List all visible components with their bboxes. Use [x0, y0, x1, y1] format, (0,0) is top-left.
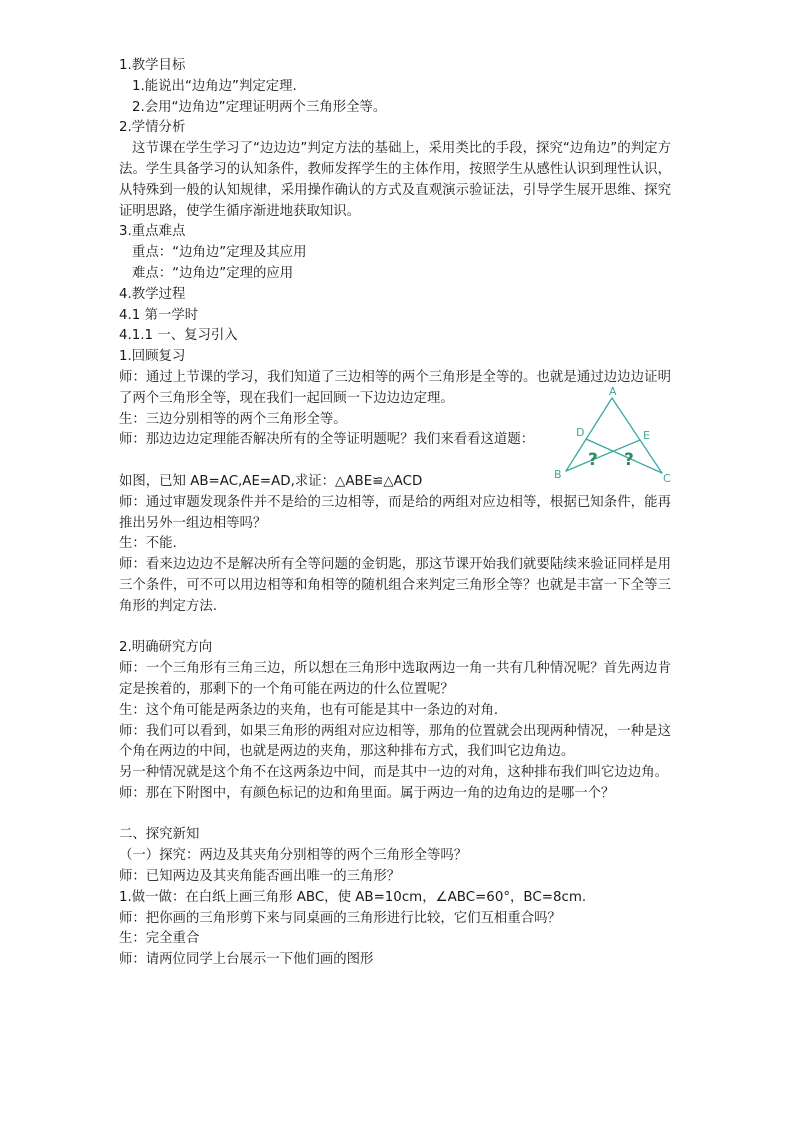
subsection-heading: 4.1.1 一、复习引入	[119, 328, 238, 344]
dialogue-line: 师：通过审题发现条件并不是给的三边相等，而是给的两组对应边相等，根据已知条件，能再推出另外一组边相等吗？	[119, 494, 671, 531]
triangle-figure	[553, 383, 675, 486]
label-c: C	[663, 472, 671, 485]
section-heading-objectives: 1.教学目标	[119, 58, 186, 73]
label-e: E	[643, 429, 650, 442]
section-heading-analysis: 2.学情分析	[119, 120, 186, 136]
dialogue-line: 师：已知两边及其夹角能否画出唯一的三角形？	[119, 869, 401, 885]
label-a: A	[609, 385, 617, 398]
dialogue-line: 师：把你画的三角形剪下来与同桌画的三角形进行比较，它们互相重合吗？	[119, 910, 561, 926]
objective-item: 1.能说出“边角边”判定定理.	[132, 78, 297, 94]
document-body	[119, 56, 671, 971]
dialogue-line: 生：这个角可能是两条边的夹角，也有可能是其中一条边的对角.	[119, 702, 499, 718]
dialogue-line: 师：那边边边定理能否解决所有的全等证明题呢？我们来看看这道题：	[119, 432, 535, 448]
section-heading-key-points: 3.重点难点	[119, 224, 186, 240]
dialogue-line: 师：我们可以看到，如果三角形的两组对应边相等，那角的位置就会出现两种情况，一种是这个角在两边的中间，也就是两边的夹角，那这种排布方式，我们叫它边角边。	[119, 723, 671, 760]
difficult-point: 难点：“边角边”定理的应用	[132, 265, 294, 281]
dialogue-line: 生：完全重合	[119, 931, 200, 947]
problem-statement: 如图，已知 AB=AC,AE=AD,求证：△ABE≌△ACD	[119, 473, 423, 489]
section-heading-explore: 二、探究新知	[119, 827, 200, 843]
dialogue-line: 生：不能.	[119, 536, 177, 552]
dialogue-line: 师：通过上节课的学习，我们知道了三边相等的两个三角形是全等的。也就是通过边边边证明了两个三角形全等，现在我们一起回顾一下边边边定理。	[119, 369, 671, 406]
dialogue-line: 师：那在下附图中，有颜色标记的边和角里面。属于两边一角的边角边的是哪一个？	[119, 785, 615, 801]
objective-item: 2.会用“边角边”定理证明两个三角形全等。	[132, 99, 387, 115]
activity-task: 1.做一做：在白纸上画三角形 ABC，使 AB=10cm，∠ABC=60°，BC=8cm.	[119, 889, 587, 905]
subsection-heading: 4.1 第一学时	[119, 307, 199, 323]
dialogue-line: 生：三边分别相等的两个三角形全等。	[119, 411, 347, 427]
label-b: B	[554, 468, 562, 481]
analysis-paragraph: 这节课在学生学习了“边边边”判定方法的基础上，采用类比的手段，探究“边角边”的判定方法。学生具备学习的认知条件，教师发挥学生的主体作用，按照学生从感性认识到理性认识，从特殊到一般的认知规律，采用操作确认的方式及直观演示验证法，引导学生展开思维、探究证明思路，使学生循序渐进地获取知识。	[119, 141, 671, 219]
section-heading-direction: 2.明确研究方向	[119, 640, 213, 656]
dialogue-line: 另一种情况就是这个角不在这两条边中间，而是其中一边的对角，这种排布我们叫它边边角。	[119, 765, 669, 781]
section-heading-process: 4.教学过程	[119, 286, 186, 302]
dialogue-line: 师：请两位同学上台展示一下他们画的图形	[119, 952, 374, 968]
question-mark-left: ?	[588, 450, 598, 470]
dialogue-line: 师：一个三角形有三角三边，所以想在三角形中选取两边一角一共有几种情况呢？首先两边肯定是挨着的，那剩下的一个角可能在两边的什么位置呢？	[119, 661, 671, 697]
explore-question: （一）探究：两边及其夹角分别相等的两个三角形全等吗？	[119, 848, 468, 864]
key-point: 重点：“边角边”定理及其应用	[132, 245, 307, 261]
label-d: D	[576, 426, 585, 439]
dialogue-line: 师：看来边边边不是解决所有全等问题的金钥匙，那这节课开始我们就要陆续来验证同样是用三个条件，可不可以用边相等和角相等的随机组合来判定三角形全等？也就是丰富一下全等三角形的判定方法.	[119, 557, 671, 614]
question-mark-right: ?	[624, 450, 634, 470]
review-heading: 1.回顾复习	[119, 349, 186, 365]
